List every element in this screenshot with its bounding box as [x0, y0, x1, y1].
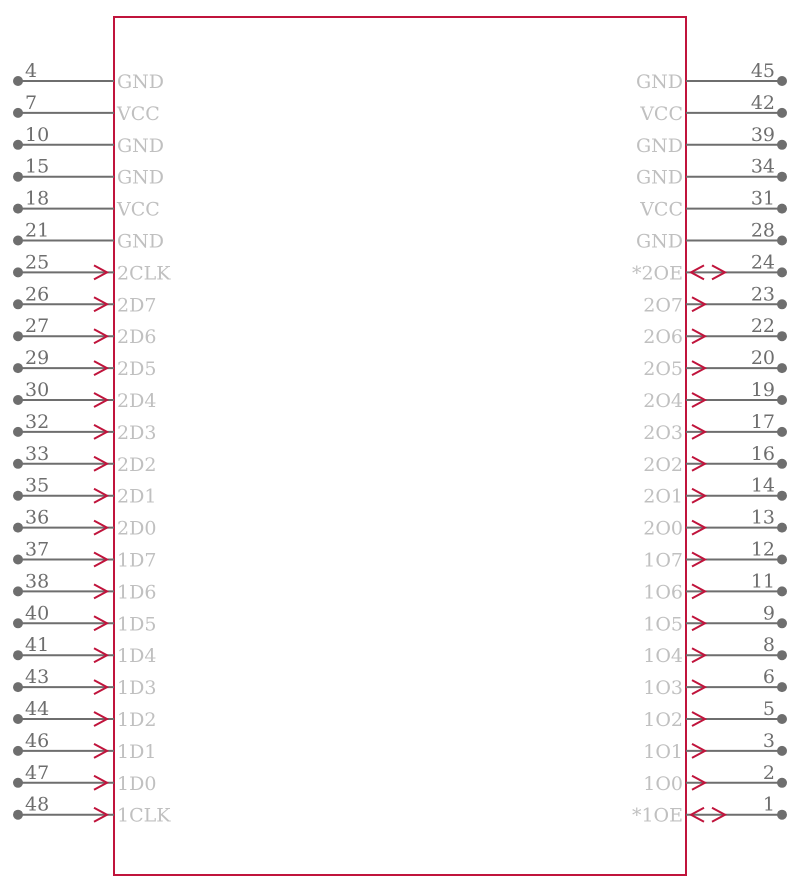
- pin-name: *1OE: [631, 804, 683, 827]
- pin-right-8: [643, 634, 787, 667]
- pin-name: VCC: [640, 198, 683, 221]
- pin-number: 36: [25, 506, 50, 529]
- pin-left-25: [13, 251, 171, 284]
- pin-right-17: [643, 411, 787, 444]
- pin-dot: [13, 267, 23, 277]
- pin-left-4: [13, 60, 164, 93]
- pin-right-24: [632, 251, 787, 284]
- pin-name: 2D0: [117, 517, 157, 540]
- pin-name: 1D5: [117, 613, 157, 636]
- pin-name: 1O7: [643, 549, 683, 572]
- pin-dot: [777, 491, 787, 501]
- pin-left-30: [13, 379, 156, 412]
- pin-dot: [13, 76, 23, 86]
- pin-number: 19: [750, 379, 775, 401]
- pin-right-22: [643, 315, 787, 348]
- pin-name: 1D3: [117, 677, 157, 700]
- pin-left-29: [13, 347, 156, 380]
- pin-name: 2O0: [643, 517, 683, 540]
- pin-dot: [13, 746, 23, 756]
- pin-name: GND: [635, 134, 683, 157]
- pin-dot: [777, 427, 787, 437]
- pin-name: 2CLK: [117, 262, 171, 285]
- pin-name: 1O2: [643, 709, 683, 731]
- pin-number: 42: [750, 91, 775, 114]
- pin-number: 11: [750, 570, 775, 593]
- pin-left-32: [13, 411, 156, 444]
- pin-name: VCC: [640, 102, 683, 125]
- pin-dot: [777, 778, 787, 788]
- pin-dot: [777, 395, 787, 405]
- pin-name: 1O6: [643, 581, 683, 604]
- pin-right-20: [643, 347, 787, 380]
- pin-name: 1CLK: [117, 804, 171, 827]
- pin-left-40: [13, 602, 156, 635]
- pin-dot: [13, 204, 23, 214]
- pin-left-41: [13, 634, 156, 667]
- pin-number: 25: [25, 251, 50, 274]
- pin-number: 8: [762, 634, 775, 657]
- pin-right-28: [636, 220, 787, 253]
- pin-dot: [777, 746, 787, 756]
- pin-dot: [777, 555, 787, 565]
- pin-name: VCC: [117, 102, 160, 125]
- pin-dot: [13, 586, 23, 596]
- pin-right-3: [643, 730, 787, 763]
- pin-left-35: [13, 475, 156, 508]
- pin-name: GND: [117, 134, 165, 157]
- pin-number: 21: [25, 219, 50, 242]
- pin-left-27: [13, 315, 156, 348]
- pin-name: GND: [117, 71, 165, 93]
- pin-number: 37: [25, 538, 50, 561]
- pin-dot: [777, 810, 787, 820]
- pin-number: 30: [25, 379, 50, 401]
- pin-name: 2D2: [117, 453, 157, 476]
- pin-name: 1D7: [117, 549, 157, 572]
- component-body: [114, 17, 686, 875]
- pin-dot: [777, 204, 787, 214]
- pin-name: 2D4: [117, 390, 157, 412]
- pin-number: 48: [25, 793, 50, 816]
- pin-dot: [13, 810, 23, 820]
- pin-number: 40: [25, 602, 50, 625]
- pin-right-6: [643, 666, 787, 699]
- pin-number: 41: [25, 634, 50, 657]
- pin-number: 5: [762, 698, 775, 720]
- pin-left-38: [13, 570, 156, 603]
- pin-dot: [13, 108, 23, 118]
- pin-left-26: [13, 283, 156, 316]
- pin-number: 18: [25, 187, 50, 210]
- pin-number: 34: [750, 155, 775, 178]
- pin-number: 1: [762, 793, 775, 816]
- pin-dot: [13, 650, 23, 660]
- pin-name: VCC: [117, 198, 160, 221]
- pin-number: 35: [25, 474, 50, 497]
- pin-dot: [13, 299, 23, 309]
- pin-right-34: [636, 156, 787, 189]
- pin-number: 43: [25, 666, 50, 689]
- pin-name: GND: [117, 230, 165, 253]
- pin-right-2: [643, 762, 787, 795]
- pin-name: GND: [635, 166, 683, 189]
- pin-left-44: [13, 698, 156, 731]
- pin-name: 1O1: [643, 740, 683, 763]
- pin-name: 1O0: [643, 772, 683, 795]
- pin-name: 2D5: [117, 358, 157, 381]
- pin-number: 14: [750, 474, 775, 497]
- pin-name: *2OE: [631, 262, 683, 285]
- pin-number: 24: [750, 251, 775, 274]
- pin-number: 27: [25, 315, 50, 338]
- pin-number: 28: [750, 219, 775, 242]
- pin-dot: [777, 108, 787, 118]
- pin-dot: [13, 331, 23, 341]
- pin-dot: [13, 140, 23, 150]
- pin-name: 1O5: [643, 613, 683, 636]
- pin-name: GND: [635, 230, 683, 253]
- pin-dot: [777, 618, 787, 628]
- pin-right-23: [643, 283, 787, 316]
- pin-dot: [777, 172, 787, 182]
- pin-dot: [777, 650, 787, 660]
- pin-name: 2D6: [117, 326, 157, 349]
- pin-dot: [13, 714, 23, 724]
- pin-number: 9: [762, 602, 775, 625]
- pin-left-10: [13, 124, 164, 157]
- pin-left-46: [13, 730, 156, 763]
- pin-number: 22: [750, 315, 775, 338]
- pin-number: 23: [750, 283, 775, 306]
- pin-right-9: [643, 602, 787, 635]
- pin-number: 2: [762, 761, 775, 784]
- pin-dot: [777, 459, 787, 469]
- pin-name: GND: [117, 166, 165, 189]
- pin-number: 46: [25, 729, 50, 752]
- pin-name: 1D4: [117, 645, 157, 668]
- pin-number: 45: [750, 60, 775, 82]
- pin-name: 1D2: [117, 709, 157, 731]
- pin-number: 3: [762, 729, 775, 752]
- pin-dot: [13, 491, 23, 501]
- pin-right-19: [643, 379, 787, 412]
- pin-name: 1D1: [117, 740, 157, 763]
- pin-dot: [777, 236, 787, 246]
- pin-name: 2O4: [643, 390, 683, 412]
- pin-dot: [13, 682, 23, 692]
- pin-dot: [13, 172, 23, 182]
- pin-number: 15: [25, 155, 50, 178]
- pin-name: 2O3: [643, 421, 683, 444]
- pin-dot: [777, 363, 787, 373]
- pin-name: 2D7: [117, 294, 157, 317]
- pin-name: 1D6: [117, 581, 157, 604]
- pin-dot: [777, 714, 787, 724]
- pin-right-39: [636, 124, 787, 157]
- pin-name: 2O5: [643, 358, 683, 381]
- pin-number: 26: [25, 283, 50, 306]
- pin-number: 39: [750, 123, 775, 146]
- pin-left-48: [13, 794, 171, 827]
- pin-dot: [777, 267, 787, 277]
- pin-left-7: [13, 92, 160, 125]
- pin-right-31: [639, 188, 787, 221]
- pin-name: 2O6: [643, 326, 683, 349]
- pin-number: 4: [25, 60, 38, 82]
- pin-number: 29: [25, 347, 50, 370]
- pin-dot: [777, 76, 787, 86]
- pin-dot: [13, 459, 23, 469]
- pin-right-11: [643, 570, 787, 603]
- pin-number: 32: [25, 410, 50, 433]
- pin-left-36: [13, 507, 156, 540]
- pin-number: 7: [25, 91, 38, 114]
- pin-number: 12: [750, 538, 775, 561]
- pin-number: 6: [762, 666, 775, 689]
- pin-dot: [777, 682, 787, 692]
- pin-name: 2D3: [117, 421, 157, 444]
- pin-left-33: [13, 443, 156, 476]
- pin-dot: [777, 299, 787, 309]
- pin-dot: [777, 586, 787, 596]
- pin-dot: [13, 427, 23, 437]
- pin-name: 2O2: [643, 453, 683, 476]
- pin-left-43: [13, 666, 156, 699]
- pin-number: 17: [750, 410, 775, 433]
- pin-dot: [13, 523, 23, 533]
- pin-number: 44: [25, 698, 50, 720]
- pin-number: 33: [25, 442, 50, 465]
- pin-name: 2O1: [643, 485, 683, 508]
- pin-name: 2D1: [117, 485, 157, 508]
- pin-number: 31: [750, 187, 775, 210]
- pin-name: GND: [635, 71, 683, 93]
- pin-number: 13: [750, 506, 775, 529]
- pin-dot: [13, 555, 23, 565]
- pin-dot: [13, 618, 23, 628]
- pin-right-42: [639, 92, 787, 125]
- pin-left-21: [13, 220, 164, 253]
- pin-right-5: [643, 698, 787, 731]
- pin-left-18: [13, 188, 160, 221]
- pin-right-1: [632, 794, 787, 827]
- pin-left-47: [13, 762, 156, 795]
- pin-right-14: [643, 475, 787, 508]
- pin-number: 38: [25, 570, 50, 593]
- pin-dot: [777, 331, 787, 341]
- pin-dot: [13, 236, 23, 246]
- pin-number: 47: [25, 761, 50, 784]
- pin-number: 16: [750, 442, 775, 465]
- right-pin-group: [632, 60, 787, 827]
- pin-dot: [777, 523, 787, 533]
- pin-right-16: [643, 443, 787, 476]
- pin-right-45: [636, 60, 787, 93]
- pin-dot: [777, 140, 787, 150]
- pin-left-15: [13, 156, 164, 189]
- pin-name: 1O4: [643, 645, 683, 668]
- pin-dot: [13, 395, 23, 405]
- pin-right-13: [643, 507, 787, 540]
- pin-name: 1D0: [117, 772, 157, 795]
- pin-number: 10: [25, 123, 50, 146]
- pin-name: 1O3: [643, 677, 683, 700]
- pin-dot: [13, 363, 23, 373]
- pin-name: 2O7: [643, 294, 683, 317]
- pin-right-12: [643, 539, 787, 572]
- pin-left-37: [13, 539, 156, 572]
- pin-number: 20: [750, 347, 775, 370]
- pin-dot: [13, 778, 23, 788]
- left-pin-group: [13, 60, 171, 827]
